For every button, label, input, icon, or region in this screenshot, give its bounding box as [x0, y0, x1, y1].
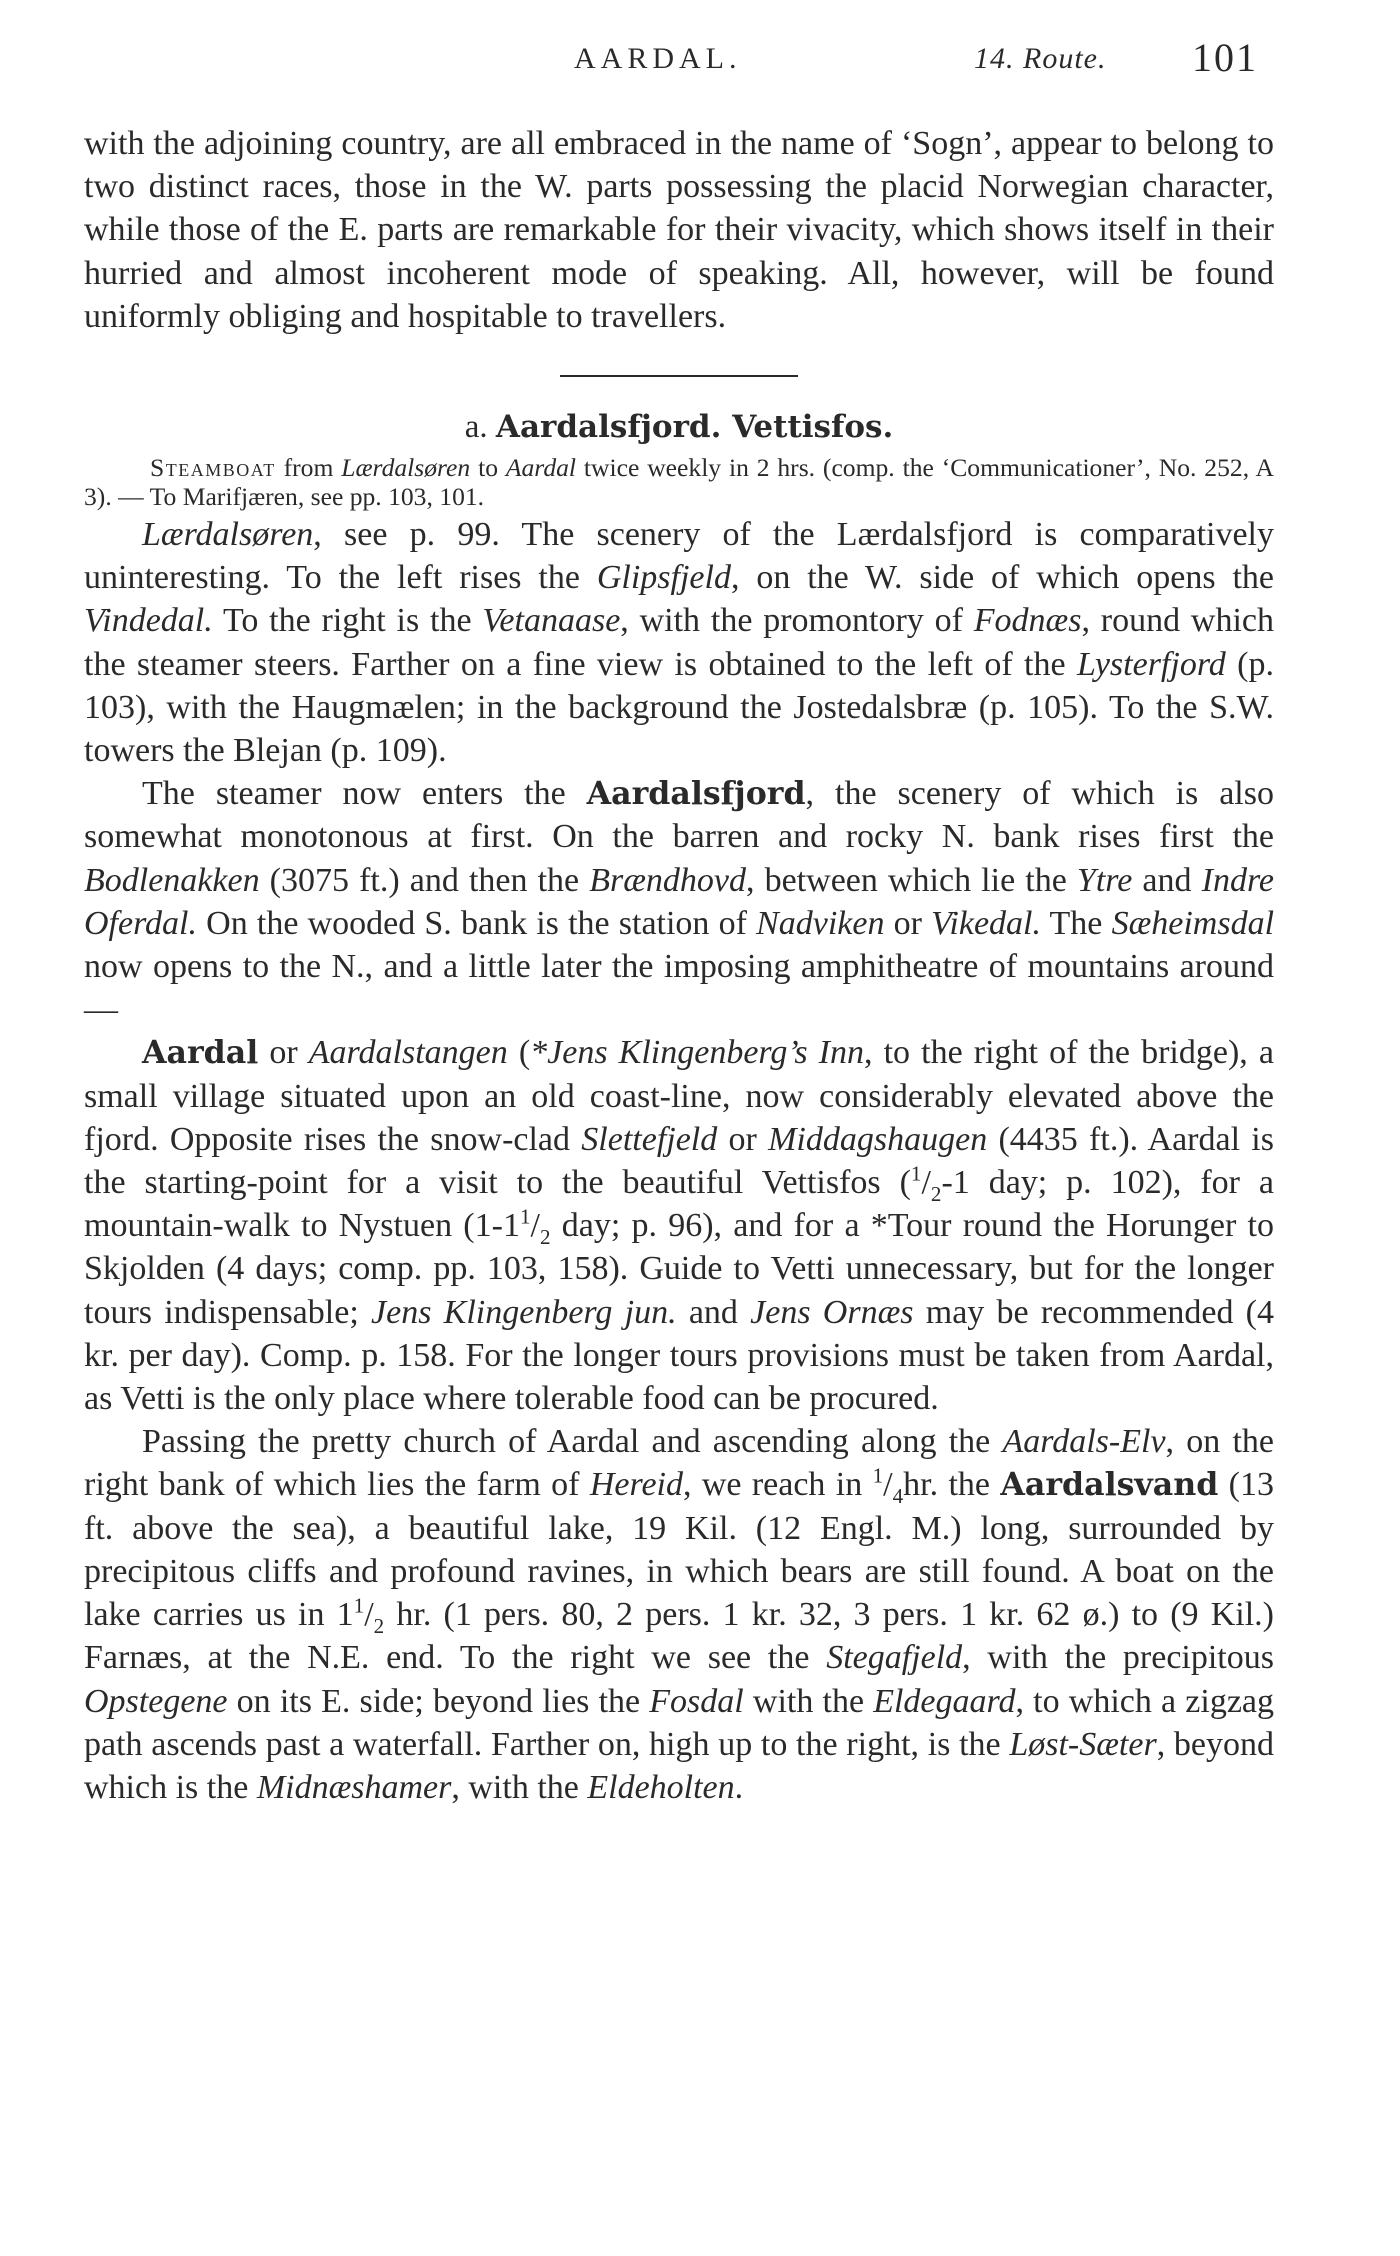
paragraph-aardal: Aardal or Aardalstangen (*Jens Klingenberg’s Inn, to the right of the bridge), a small village situated upon an old coast-line, now considerably elevated above the fjord. Opposite rises the snow-clad Slettefjeld or Middagshaugen (4435 ft.). Aardal is the starting-point for a visit to the beautiful Vettisfos ($^1/_2-1$ day; p. 102), for a mountain-walk to Nystuen ($1-1^1/_2$ day; p. 96), and for a *Tour round the Horunger to Skjolden (4 days; comp. pp. 103, 158). Guide to Vetti unnecessary, but for the longer tours indispensable; Jens Klingenberg jun. and Jens Ornæs may be recommended (4 kr. per day). Comp. p. 158. For the longer tours provisions must be taken from Aardal, as Vetti is the only place where tolerable food can be procured.	[84, 1034, 1275, 1418]
section-heading	[84, 405, 1274, 449]
paragraph-laerdalsfjord: Lærdalsøren, see p. 99. The scenery of the Lærdalsfjord is comparatively uninteresting. To the left rises the Glipsfjeld, on the W. side of which opens the Vindedal. To the right is the Vetanaase, with the promontory of Fodnæs, round which the steamer steers. Farther on a fine view is obtained to the left of the Lysterfjord (p. 103), with the Haugmælen; in the background the Jostedalsbræ (p. 105). To the S.W. towers the Blejan (p. 109).	[84, 516, 1274, 770]
continued-paragraph: with the adjoining country, are all embraced in the name of ‘Sogn’, appear to belong to two distinct races, those in the W. parts possessing the placid Norwegian character, while those of the E. parts are remarkable for their vivacity, which shows itself in their hurried and almost incoherent mode of speaking. All, however, will be found uniformly obliging and hospitable to travellers.	[84, 125, 1274, 335]
page-number: 101	[1192, 35, 1258, 80]
page-body	[84, 122, 1274, 1809]
section-letter: a.	[464, 409, 488, 446]
section-title: Aardalsfjord. Vettisfos.	[495, 409, 894, 446]
running-header	[0, 34, 1400, 84]
paragraph-aardalsvand: Passing the pretty church of Aardal and ascending along the Aardals-Elv, on the right bank of which lies the farm of Hereid, we reach in $^1/_4hr$. the Aardalsvand (13 ft. above the sea), a beautiful lake, 19 Kil. (12 Engl. M.) long, surrounded by precipitous cliffs and profound ravines, in which bears are still found. A boat on the lake carries us in $1^1/_2$ hr. (1 pers. 80, 2 pers. 1 kr. 32, 3 pers. 1 kr. 62 ø.) to (9 Kil.) Farnæs, at the N.E. end. To the right we see the Stegafjeld, with the precipitous Opstegene on its E. side; beyond lies the Fosdal with the Eldegaard, to which a zigzag path ascends past a waterfall. Farther on, high up to the right, is the Løst-Sæter, beyond which is the Midnæshamer, with the Eldeholten.	[84, 1423, 1275, 1806]
steamboat-note: Steamboat from Lærdalsøren to Aardal twice weekly in 2 hrs. (comp. the ‘Communicationer’, No. 252, A 3). — To Marifjæren, see pp. 103, 101.	[84, 453, 1275, 512]
paragraph-aardalsfjord: The steamer now enters the Aardalsfjord, the scenery of which is also somewhat monotonous at first. On the barren and rocky N. bank rises first the Bodlenakken (3075 ft.) and then the Brændhovd, between which lie the Ytre and Indre Oferdal. On the wooded S. bank is the station of Nadviken or Vikedal. The Sæheimsdal now opens to the N., and a little later the imposing amphitheatre of mountains around —	[84, 775, 1275, 1029]
running-title: AARDAL.	[574, 42, 742, 75]
route-label: 14. Route.	[974, 42, 1107, 75]
section-divider	[560, 375, 798, 377]
